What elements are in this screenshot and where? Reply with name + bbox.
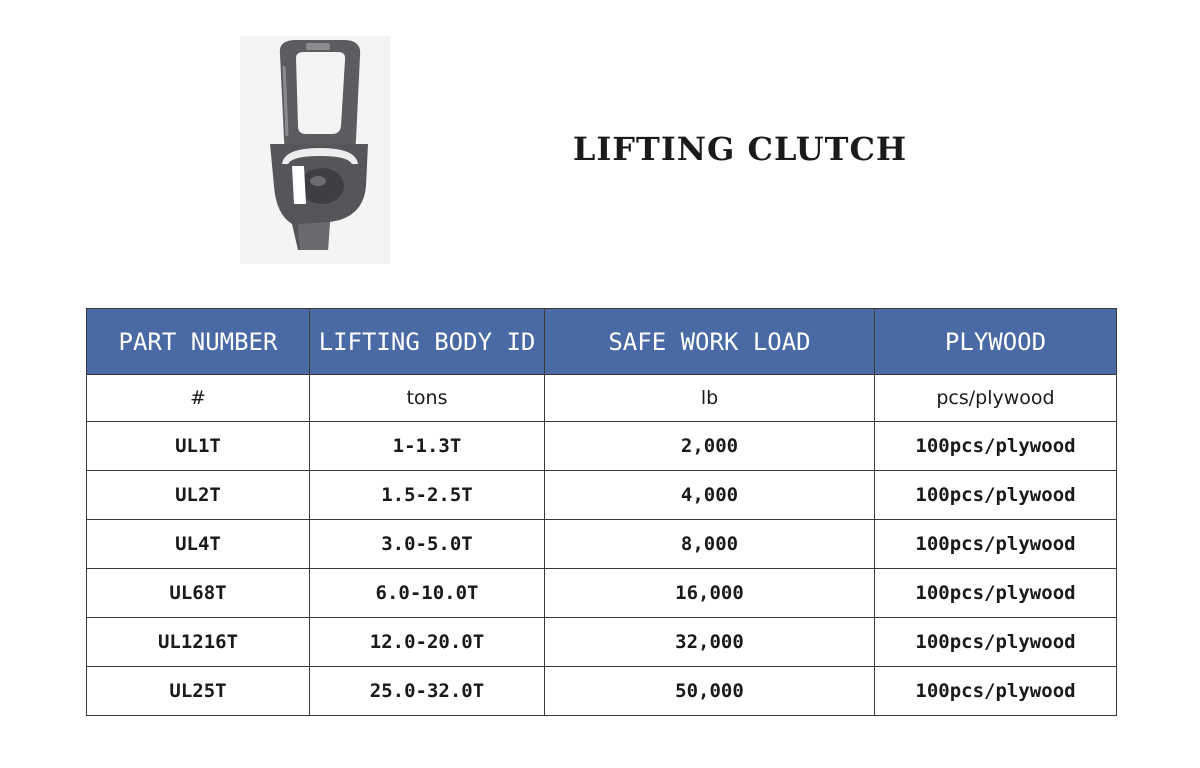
body-id-cell: 25.0-32.0T [310,667,545,716]
table-header-row [87,309,1117,375]
page-title: LIFTING CLUTCH [572,130,908,168]
unit-cell: pcs/plywood [875,375,1117,422]
plywood-cell: 100pcs/plywood [875,422,1117,471]
safe-load-cell: 16,000 [545,569,875,618]
body-id-cell: 12.0-20.0T [310,618,545,667]
safe-load-cell: 2,000 [545,422,875,471]
table-row [87,471,1117,520]
spec-table [86,308,1117,716]
column-header-part-number: PART NUMBER [87,309,310,375]
plywood-cell: 100pcs/plywood [875,520,1117,569]
body-id-cell: 6.0-10.0T [310,569,545,618]
body-id-cell: 3.0-5.0T [310,520,545,569]
plywood-cell: 100pcs/plywood [875,569,1117,618]
part-number-cell: UL1216T [87,618,310,667]
safe-load-cell: 8,000 [545,520,875,569]
lifting-clutch-image [240,36,390,264]
safe-load-cell: 32,000 [545,618,875,667]
table-row [87,569,1117,618]
part-number-cell: UL4T [87,520,310,569]
part-number-cell: UL68T [87,569,310,618]
part-number-cell: UL1T [87,422,310,471]
column-header-safe-work-load: SAFE WORK LOAD [545,309,875,375]
unit-cell: lb [545,375,875,422]
unit-cell: # [87,375,310,422]
column-header-lifting-body-id: LIFTING BODY ID [310,309,545,375]
safe-load-cell: 50,000 [545,667,875,716]
plywood-cell: 100pcs/plywood [875,618,1117,667]
table-row [87,618,1117,667]
unit-cell: tons [310,375,545,422]
plywood-cell: 100pcs/plywood [875,471,1117,520]
table-row [87,667,1117,716]
plywood-cell: 100pcs/plywood [875,667,1117,716]
part-number-cell: UL2T [87,471,310,520]
body-id-cell: 1-1.3T [310,422,545,471]
safe-load-cell: 4,000 [545,471,875,520]
column-header-plywood: PLYWOOD [875,309,1117,375]
units-row [87,375,1117,422]
table-row [87,520,1117,569]
table-row [87,422,1117,471]
body-id-cell: 1.5-2.5T [310,471,545,520]
part-number-cell: UL25T [87,667,310,716]
